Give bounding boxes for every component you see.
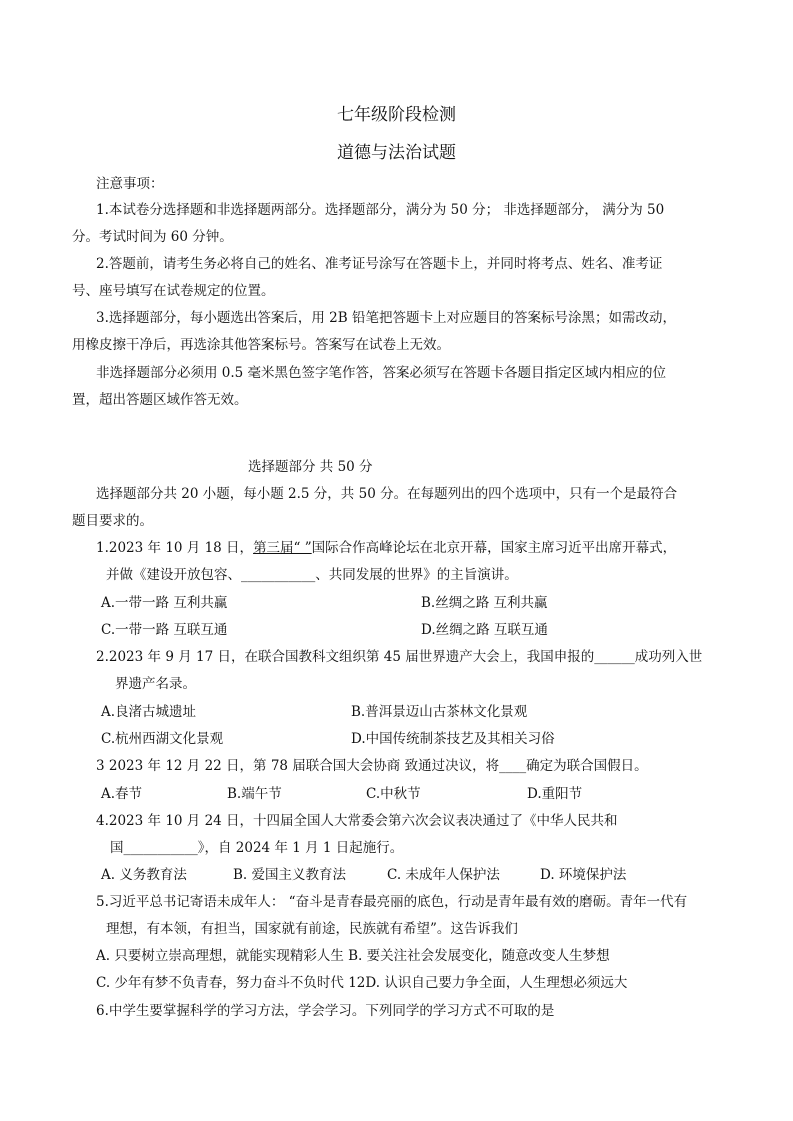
question-5-line-1: 5.习近平总书记寄语未成年人： “奋斗是青春最亮丽的底色，行动是青年最有效的磨砺。青年一代有 bbox=[96, 894, 688, 910]
question-1-underlined: 第三届“ ” bbox=[253, 540, 312, 556]
question-5-line-2: 理想，有本领，有担当，国家就有前途，民族就有希望”。这告诉我们 bbox=[106, 921, 518, 937]
question-2-line-2: 界遗产名录。 bbox=[115, 676, 196, 692]
question-3-option-c: C.中秋节 bbox=[366, 786, 421, 802]
question-2-option-c: C.杭州西湖文化景观 bbox=[101, 731, 224, 747]
question-1-line-2: 并做《建设开放包容、___________、共同发展的世界》的主旨演讲。 bbox=[106, 567, 518, 583]
section-intro-line-1: 选择题部分共 20 小题，每小题 2.5 分，共 50 分。在每题列出的四个选项中，只有一个是最符合 bbox=[96, 486, 678, 502]
question-4-option-b: B. 爱国主义教育法 bbox=[233, 867, 347, 883]
question-4-line-2: 国___________》，自 2024 年 1 月 1 日起施行。 bbox=[110, 840, 404, 856]
question-1-option-c: C.一带一路 互联互通 bbox=[101, 622, 228, 638]
question-2-option-b: B.普洱景迈山古茶林文化景观 bbox=[351, 704, 528, 720]
question-5-options-cd: C. 少年有梦不负青春，努力奋斗不负时代 12D. 认识自己要力争全面，人生理想必须远大 bbox=[96, 975, 628, 991]
section-heading: 选择题部分 共 50 分 bbox=[248, 459, 373, 475]
notice-item-4-line-2: 置，超出答题区域作答无效。 bbox=[72, 392, 248, 408]
notice-item-4-line-1: 非选择题部分必须用 0.5 毫米黑色签字笔作答，答案必须写在答题卡各题目指定区域内相应的位 bbox=[96, 365, 667, 381]
question-3-option-b: B.端午节 bbox=[227, 786, 282, 802]
notice-heading: 注意事项： bbox=[96, 176, 164, 192]
question-2-option-d: D.中国传统制茶技艺及其相关习俗 bbox=[351, 731, 555, 747]
question-1-option-a: A.一带一路 互利共赢 bbox=[101, 595, 228, 611]
notice-item-2-line-1: 2.答题前，请考生务必将自己的姓名、准考证号涂写在答题卡上，并同时将考点、姓名、准考证 bbox=[96, 256, 663, 272]
question-6-line-1: 6.中学生要掌握科学的学习方法，学会学习。下列同学的学习方式不可取的是 bbox=[96, 1003, 555, 1019]
question-1-prefix: 1.2023 年 10 月 18 日， bbox=[96, 540, 254, 556]
notice-item-3-line-2: 用橡皮擦干净后，再选涂其他答案标号。答案写在试卷上无效。 bbox=[72, 337, 450, 353]
question-1-option-d: D.丝绸之路 互联互通 bbox=[421, 622, 548, 638]
question-4-option-c: C. 未成年人保护法 bbox=[387, 867, 500, 883]
question-1-option-b: B.丝绸之路 互利共赢 bbox=[421, 595, 548, 611]
question-4-line-1: 4.2023 年 10 月 24 日，十四届全国人大常委会第六次会议表决通过了《中华人民共和 bbox=[96, 813, 618, 829]
question-3-option-d: D.重阳节 bbox=[527, 786, 583, 802]
question-4-option-a: A. 义务教育法 bbox=[101, 867, 187, 883]
question-2-line-1: 2.2023 年 9 月 17 日，在联合国教科文组织第 45 届世界遗产大会上，我国申报的______成功列入世 bbox=[96, 649, 703, 665]
notice-item-3-line-1: 3.选择题部分，每小题选出答案后，用 2B 铅笔把答题卡上对应题目的答案标号涂黑；如需改动， bbox=[96, 310, 676, 326]
exam-subtitle: 道德与法治试题 bbox=[337, 143, 456, 163]
question-3-line-1: 3 2023 年 12 月 22 日，第 78 届联合国大会协商 致通过决议，将____确定为联合国假日。 bbox=[96, 758, 648, 774]
notice-item-1-line-2: 分。考试时间为 60 分钟。 bbox=[72, 229, 233, 245]
question-2-option-a: A.良渚古城遗址 bbox=[101, 704, 197, 720]
section-intro-line-2: 题目要求的。 bbox=[72, 513, 153, 529]
question-1-suffix: 国际合作高峰论坛在北京开幕，国家主席习近平出席开幕式， bbox=[311, 540, 677, 556]
notice-item-1-line-1: 1.本试卷分选择题和非选择题两部分。选择题部分，满分为 50 分； 非选择题部分， 满分为 50 bbox=[96, 202, 665, 218]
notice-item-2-line-2: 号、座号填写在试卷规定的位置。 bbox=[72, 283, 275, 299]
question-3-option-a: A.春节 bbox=[101, 786, 143, 802]
exam-title: 七年级阶段检测 bbox=[337, 105, 456, 125]
question-4-option-d: D. 环境保护法 bbox=[540, 867, 627, 883]
question-5-options-ab: A. 只要树立崇高理想，就能实现精彩人生 B. 要关注社会发展变化，随意改变人生梦想 bbox=[96, 948, 610, 964]
question-1-line-1 bbox=[96, 539, 676, 557]
